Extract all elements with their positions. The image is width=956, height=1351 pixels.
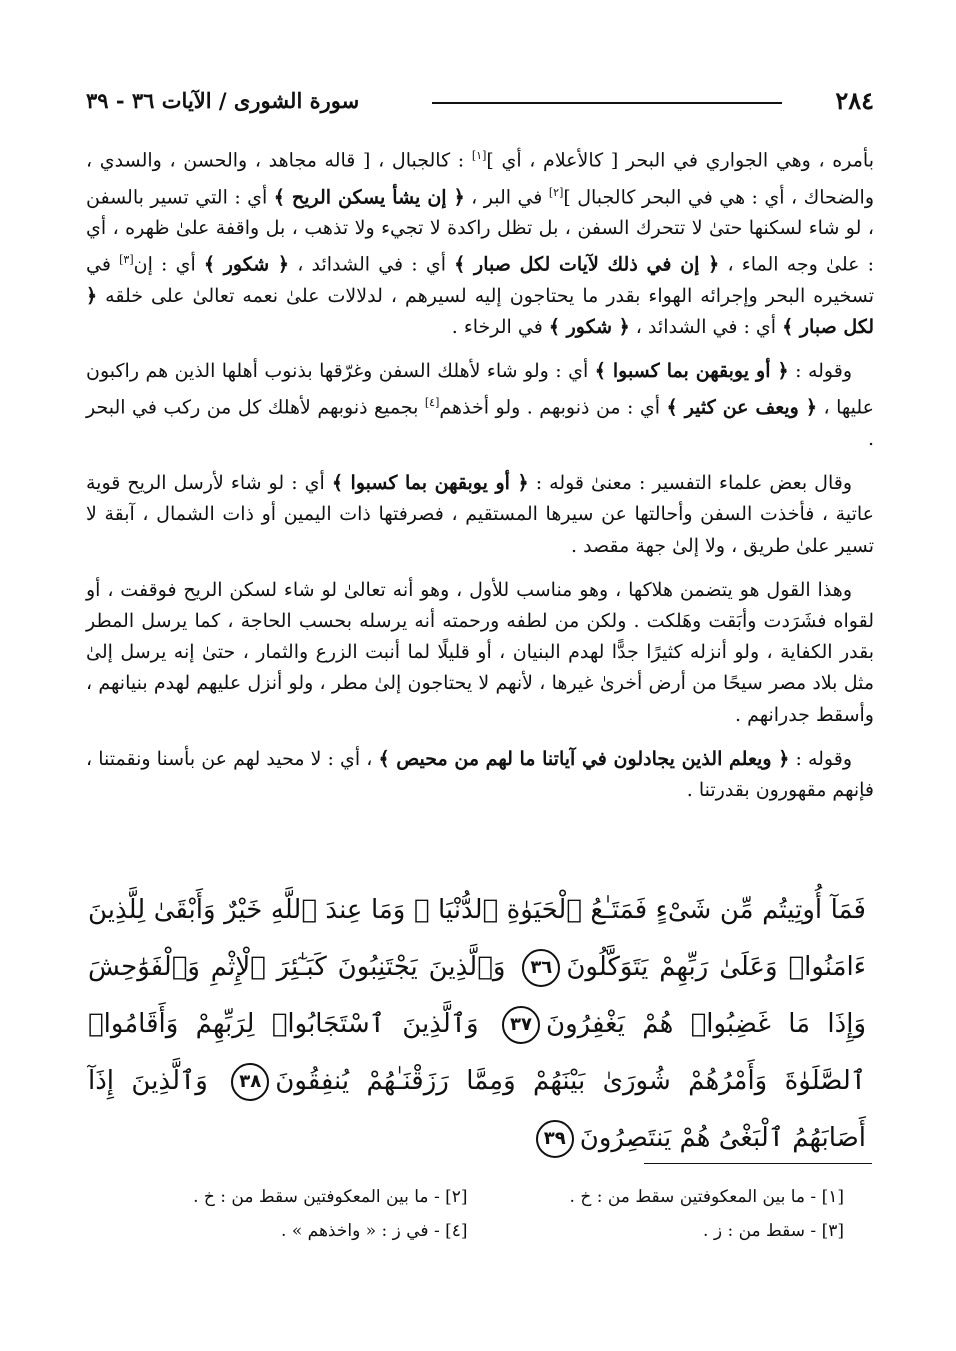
footnote-ref: [٢]: [548, 185, 564, 199]
page-number: ٢٨٤: [835, 86, 874, 115]
text-segment: وقوله :: [789, 747, 853, 770]
text-segment: أي : في الشدائد ،: [289, 253, 455, 276]
verse-text: فَمَآ أُوتِيتُم مِّن شَىْءٍ فَمَتَـٰعُ ٱلْحَيَوٰةِ ٱلدُّنْيَا ۖ وَمَا عِندَ ٱللَّهِ خَيْرٌ وَأَبْقَىٰ لِلَّذِينَ ءَامَنُوا۟ وَعَلَىٰ رَبِّهِمْ يَتَوَكَّلُونَ: [88, 895, 866, 982]
footnote-2: [120, 1180, 468, 1214]
text-segment: أي : لو شاء لأرسل الريح قوية عاتية ، فأخذت السفن وأحالتها عن سيرها المستقيم ، فصرفتها ذات اليمين أو ذات الشمال ، آبقة لا تسير علىٰ طريق ، ولا إلىٰ جهة مقصد .: [86, 472, 874, 557]
commentary-text: [86, 140, 874, 819]
quran-quote: ﴿ ويعف عن كثير ﴾: [666, 396, 818, 419]
quran-quote: ﴿ ويعلم الذين يجادلون في آياتنا ما لهم من محيص ﴾: [378, 747, 790, 770]
footnote-text: - في ز : « واخذهم » .: [281, 1221, 440, 1241]
quran-quote: ﴿ إن في ذلك لآيات لكل صبار ﴾: [454, 253, 720, 276]
footnote-text: - ما بين المعكوفتين سقط من : خ .: [569, 1187, 817, 1207]
footnote-ref: [١]: [471, 149, 487, 162]
footnote-number: [٣]: [821, 1221, 844, 1241]
text-segment: وقال بعض علماء التفسير : معنىٰ قوله :: [528, 472, 852, 495]
quran-quote: ﴿ شكور ﴾: [548, 316, 630, 338]
footnote-row: [120, 1180, 844, 1214]
page-header: [86, 84, 874, 120]
footnote-ref: [٣]: [119, 253, 134, 267]
running-title: سورة الشورى / الآيات ٣٦ - ٣٩: [86, 88, 360, 113]
text-segment: بأمره ، وهي الجواري في البحر [ كالأعلام ، أي ]: [486, 149, 874, 172]
quran-quote: ﴿ أو يوبقهن بما كسبوا ﴾: [331, 472, 529, 495]
footnote-rule: [644, 1163, 872, 1164]
header-rule: [432, 102, 782, 104]
footnote-ref: [٤]: [424, 396, 440, 410]
verse-text: وَٱلَّذِينَ يَجْتَنِبُونَ كَبَـٰٓئِرَ ٱلْإِثْمِ وَٱلْفَوَٰحِشَ وَإِذَا مَا غَضِبُوا۟ هُمْ يَغْفِرُونَ: [88, 952, 867, 1039]
text-segment: وقوله :: [788, 360, 852, 383]
text-segment: ، أي : لا محيد لهم عن بأسنا ونقمتنا ، فإنهم مقهورون بقدرتنا .: [86, 747, 874, 801]
verse-number-marker: ٣٦: [522, 949, 560, 987]
quran-quote: ﴿ إن يشأ يسكن الريح ﴾: [273, 185, 465, 208]
verse-number-marker: ٣٨: [231, 1063, 269, 1101]
verse-text: وَٱلَّذِينَ إِذَآ أَصَابَهُمُ ٱلْبَغْىُ هُمْ يَنتَصِرُونَ: [88, 1066, 866, 1153]
footnote-text: - ما بين المعكوفتين سقط من : خ .: [193, 1187, 440, 1207]
text-segment: أي : في الشدائد ،: [629, 316, 783, 338]
verse-number-marker: ٣٧: [502, 1006, 540, 1044]
paragraph: [86, 356, 874, 455]
quran-verses: [88, 882, 866, 1167]
verse-number-marker: ٣٩: [536, 1120, 574, 1158]
footnote-text: - سقط من : ز .: [703, 1221, 817, 1241]
text-segment: أي : ولو شاء لأهلك السفن وغرّقها بذنوب أهلها الذين هم راكبون عليها ،: [86, 360, 874, 419]
quran-quote: ﴿ لكل صبار ﴾: [86, 284, 874, 338]
text-segment: في الرخاء .: [451, 316, 549, 338]
paragraph: [86, 468, 874, 562]
paragraph: [86, 575, 874, 731]
text-segment: بجميع ذنوبهم لأهلك كل من ركب في البحر .: [86, 396, 874, 450]
paragraph: [86, 744, 874, 806]
text-segment: : كالجبال ، [ قاله مجاهد ، والحسن ، والسدي ، والضحاك ، أي : هي في البحر كالجبال ]: [86, 149, 875, 208]
text-segment: وهذا القول هو يتضمن هلاكها ، وهو مناسب للأول ، وهو أنه تعالىٰ لو شاء لسكن الريح فوقفت ، أو لقواه فشَرَدت وأبَقت وهَلكت . ولكن من لطفه ورحمته أنه يرسله بحسب الحاجة ، كما يرسل المطر بقدر الكفاية ، ولو أنزله كثيرًا جدًّا لهدم البنيان ، أو قليلًا لما أنبت الزرع والثمار ، حتىٰ إنه يرسل إلىٰ مثل بلاد مصر سيحًا من أرض أخرىٰ غيرها ، لأنهم لا يحتاجون إلىٰ مطر ، ولو أنزل عليهم لهدم بنيانهم ، وأسقط جدرانهم .: [86, 578, 874, 726]
footnotes: [120, 1180, 844, 1248]
paragraph: [86, 140, 874, 343]
text-segment: أي : من ذنوبهم . ولو أخذهم: [439, 396, 667, 419]
text-segment: أي : إن: [133, 253, 204, 276]
quran-quote: ﴿ أو يوبقهن بما كسبوا ﴾: [594, 360, 789, 383]
footnote-3: [496, 1214, 844, 1248]
text-segment: أي : التي تسير بالسفن ، لو شاء لسكنها حتىٰ لا تتحرك السفن ، بل تظل راكدة لا تجيء ولا تذهب ، بل واقفة علىٰ ظهره ، أي : علىٰ وجه الماء ،: [86, 185, 875, 276]
footnote-row: [120, 1214, 844, 1248]
footnote-4: [120, 1214, 468, 1248]
text-segment: في البر ،: [464, 185, 549, 208]
quran-quote: ﴿ شكور ﴾: [203, 253, 290, 276]
footnote-number: [٤]: [445, 1221, 468, 1241]
footnote-1: [496, 1180, 844, 1214]
footnote-number: [١]: [821, 1187, 844, 1207]
verse-text: وَٱلَّذِينَ ٱسْتَجَابُوا۟ لِرَبِّهِمْ وَأَقَامُوا۟ ٱلصَّلَوٰةَ وَأَمْرُهُمْ شُورَىٰ بَيْنَهُمْ وَمِمَّا رَزَقْنَـٰهُمْ يُنفِقُونَ: [88, 1009, 866, 1096]
footnote-number: [٢]: [445, 1187, 468, 1207]
text-segment: في تسخيره البحر وإجرائه الهواء بقدر ما يحتاجون إليه لسيرهم ، لدلالات علىٰ نعمه تعالىٰ على خلقه: [86, 253, 874, 307]
